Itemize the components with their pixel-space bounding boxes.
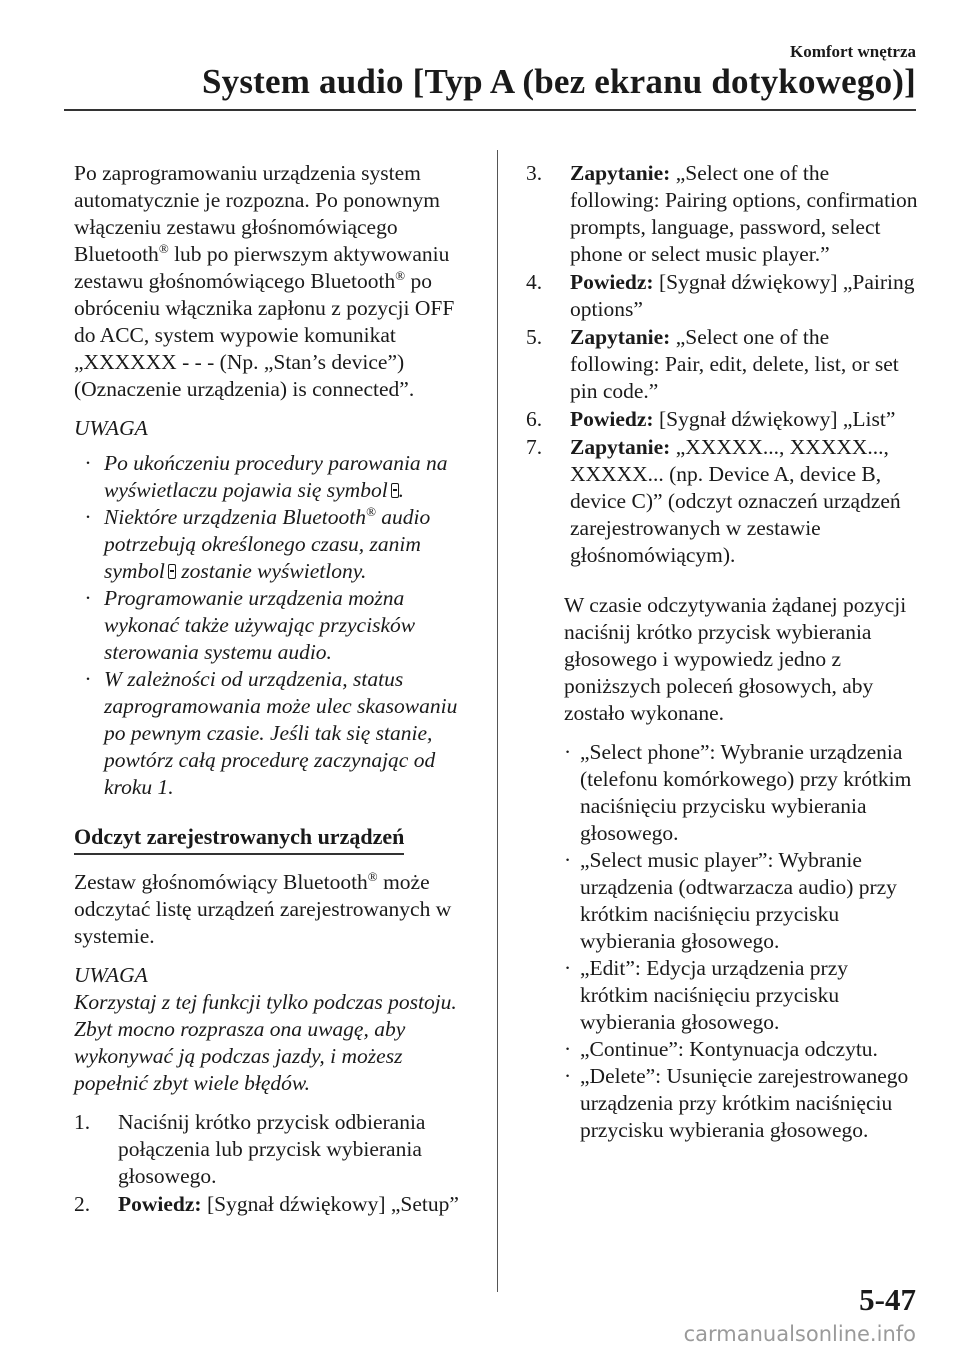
step-item: 6. Powiedz: [Sygnał dźwiękowy] „List”	[526, 407, 896, 431]
command-item: · „Select phone”: Wybranie urządzenia (telefonu komórkowego) przy krótkim naciśnięciu przycisku wybierania głosowego.	[564, 740, 912, 845]
command-item: · „Continue”: Kontynuacja odczytu.	[564, 1037, 878, 1061]
left-column	[74, 160, 474, 1219]
note-label: UWAGA	[74, 416, 148, 440]
page-number: 5-47	[859, 1282, 916, 1317]
page-title: System audio [Typ A (bez ekranu dotykowego)]	[201, 62, 916, 101]
step-item: 4. Powiedz: [Sygnał dźwiękowy] „Pairing options”	[526, 270, 915, 321]
note-text: Korzystaj z tej funkcji tylko podczas postoju. Zbyt mocno rozprasza ona uwagę, aby wykonywać ją podczas jazdy, i możesz popełnić zbyt wiele błędów.	[74, 990, 457, 1095]
intro-paragraph: Po zaprogramowaniu urządzenia system automatycznie je rozpozna. Po ponownym włączeniu zestawu głośnomówiącego Bluetooth® lub po pierwszym aktywowaniu zestawu głośnomówiącego Bluetooth® po obróceniu włącznika zapłonu z pozycji OFF do ACC, system wypowie komunikat „XXXXXX - - - (Np. „Stan’s device”) (Oznaczenie urządzenia) is connected”.	[74, 161, 455, 401]
command-item: · „Edit”: Edycja urządzenia przy krótkim naciśnięciu przycisku wybierania głosowego.	[564, 956, 849, 1034]
phone-symbol-icon	[168, 564, 176, 579]
header-rule	[64, 109, 916, 111]
step-item: 3. Zapytanie: „Select one of the following: Pairing options, confirmation prompts, language, password, select phone or select music player.”	[526, 161, 918, 266]
note-item: · W zależności od urządzenia, status zaprogramowania może ulec skasowaniu po pewnym czasie. Jeśli tak się stanie, powtórz całą procedurę zaczynając od kroku 1.	[85, 667, 458, 799]
right-column	[526, 160, 918, 1144]
section-title: Odczyt zarejestrowanych urządzeń	[74, 823, 404, 855]
note-list	[74, 450, 474, 801]
note-label: UWAGA	[74, 963, 148, 987]
step-item: 5. Zapytanie: „Select one of the following: Pair, edit, delete, list, or set pin code.”	[526, 325, 899, 403]
header-subtitle: Komfort wnętrza	[789, 42, 916, 61]
spacer	[526, 570, 918, 592]
step-item: 1. Naciśnij krótko przycisk odbierania połączenia lub przycisk wybierania głosowego.	[74, 1110, 426, 1188]
watermark: carmanualsonline.info	[683, 1322, 916, 1346]
step-item: 2. Powiedz: [Sygnał dźwiękowy] „Setup”	[74, 1192, 459, 1216]
note-item: · Programowanie urządzenia można wykonać także używając przycisków sterowania systemu audio.	[85, 586, 416, 664]
column-divider	[497, 150, 498, 1292]
command-list	[526, 739, 918, 1144]
section-paragraph: Zestaw głośnomówiący Bluetooth® może odczytać listę urządzeń zarejestrowanych w systemie.	[74, 869, 452, 948]
phone-symbol-icon	[391, 483, 399, 498]
instruction-paragraph: W czasie odczytywania żądanej pozycji naciśnij krótko przycisk wybierania głosowego i wypowiedz jedno z poniższych poleceń głosowych, aby zostało wykonane.	[564, 593, 907, 725]
step-item: 7. Zapytanie: „XXXXX..., XXXXX..., XXXXX... (np. Device A, device B, device C)” (odczyt oznaczeń urządzeń zarejestrowanych w zestawie głośnomówiącym).	[526, 435, 901, 567]
command-item: · „Select music player”: Wybranie urządzenia (odtwarzacza audio) przy krótkim naciśnięciu przycisku wybierania głosowego.	[564, 848, 897, 953]
command-item: · „Delete”: Usunięcie zarejestrowanego urządzenia przy krótkim naciśnięciu przycisku wybierania głosowego.	[564, 1064, 909, 1142]
note-item: · Po ukończeniu procedury parowania na wyświetlaczu pojawia się symbol .	[85, 451, 448, 502]
note-item: · Niektóre urządzenia Bluetooth® audio potrzebują określonego czasu, zanim symbol zostanie wyświetlony.	[85, 504, 431, 583]
